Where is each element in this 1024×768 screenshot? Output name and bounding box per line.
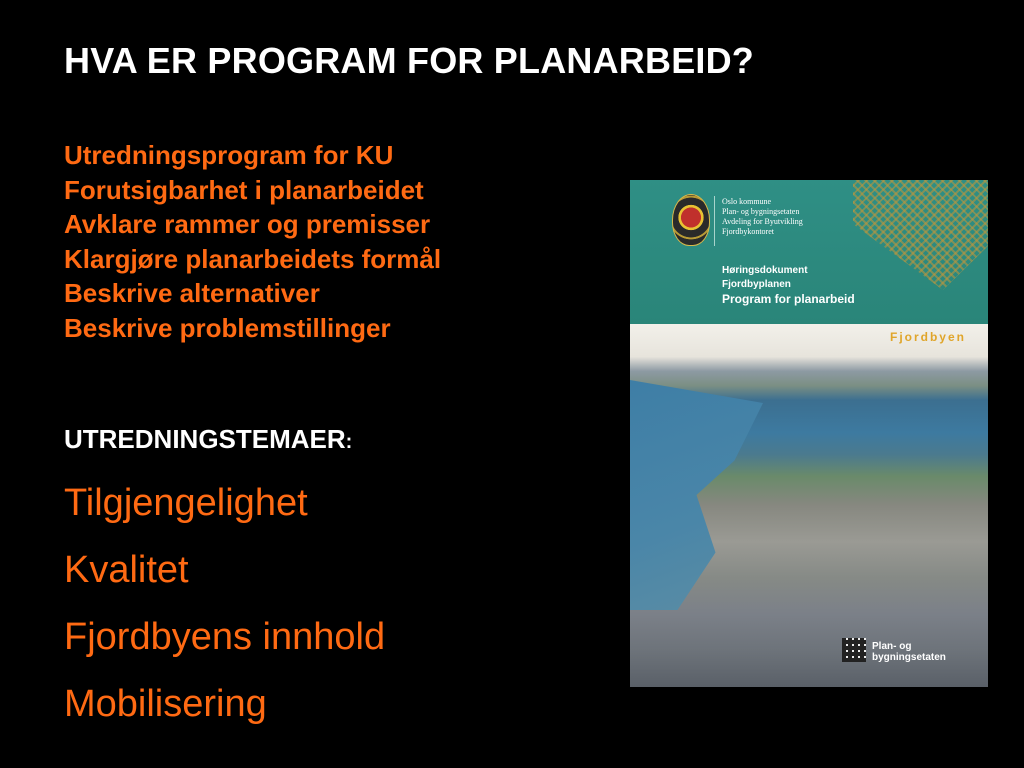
document-cover-image	[630, 180, 988, 687]
cover-divider	[714, 196, 715, 246]
cover-org-line: Fjordbykontoret	[722, 227, 774, 236]
agency-logo-line: bygningsetaten	[872, 652, 946, 663]
themes-heading	[64, 424, 352, 455]
themes-list	[64, 470, 385, 738]
goal-item: Forutsigbarhet i planarbeidet	[64, 174, 424, 205]
decorative-pattern	[838, 180, 988, 290]
cover-org-lines	[722, 197, 803, 237]
theme-item: Fjordbyens innhold	[64, 616, 386, 658]
agency-logo-text	[872, 641, 946, 663]
cover-doc-line: Høringsdokument	[722, 265, 808, 276]
goal-item: Beskrive alternativer	[64, 278, 320, 309]
agency-logo-icon	[842, 638, 866, 662]
cover-doc-line: Fjordbyplanen	[722, 279, 791, 290]
theme-item: Kvalitet	[64, 549, 189, 591]
city-seal-icon	[672, 194, 710, 246]
goal-item: Beskrive problemstillinger	[64, 312, 391, 343]
theme-item: Tilgjengelighet	[64, 482, 308, 524]
cover-area-label: Fjordbyen	[889, 330, 966, 344]
themes-heading-colon: :	[345, 431, 353, 453]
goal-item: Avklare rammer og premisser	[64, 209, 431, 240]
cover-org-line: Oslo kommune	[722, 197, 772, 206]
slide-title: HVA ER PROGRAM FOR PLANARBEID?	[64, 40, 754, 81]
theme-item: Mobilisering	[64, 683, 267, 725]
cover-org-line: Plan- og bygningsetaten	[722, 207, 800, 216]
cover-doc-lines	[722, 264, 855, 306]
cover-header	[630, 180, 988, 324]
goals-list	[64, 138, 441, 346]
goal-item: Utredningsprogram for KU	[64, 140, 394, 170]
cover-doc-title: Program for planarbeid	[722, 292, 855, 306]
goal-item: Klargjøre planarbeidets formål	[64, 243, 442, 274]
agency-logo-line: Plan- og	[872, 641, 912, 652]
cover-org-line: Avdeling for Byutvikling	[722, 217, 803, 226]
themes-heading-text: UTREDNINGSTEMAER	[64, 424, 346, 454]
